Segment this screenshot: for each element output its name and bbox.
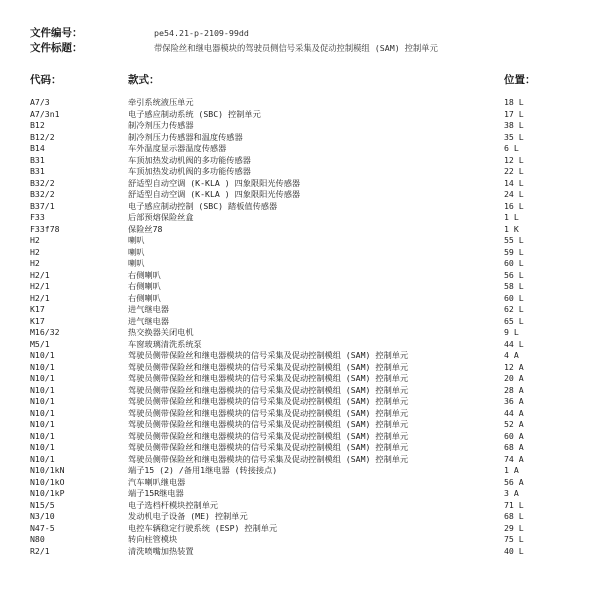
row-position: 1 L [504, 212, 519, 222]
row-position: 62 L [504, 304, 524, 314]
doc-number-row [30, 25, 438, 40]
table-row [30, 339, 575, 351]
row-code: M5/1 [30, 338, 50, 349]
row-position: 44 L [504, 338, 524, 349]
table-row [30, 454, 575, 466]
row-position: 35 L [504, 131, 524, 142]
row-position: 1 K [504, 223, 519, 234]
row-position: 12 A [504, 361, 524, 372]
row-position: 68 L [504, 511, 524, 521]
row-position: 3 A [504, 488, 519, 498]
row-code: N10/1 [30, 407, 55, 418]
table-row [30, 143, 575, 155]
row-code: N80 [30, 534, 45, 544]
row-code: B14 [30, 143, 45, 153]
doc-number-value: pe54.21-p-2109-99dd [154, 27, 249, 38]
table-row [30, 385, 575, 397]
row-description: 电子感应制动控制 (SBC) 踏板值传感器 [128, 200, 278, 211]
row-description: 喇叭 [128, 235, 145, 245]
row-description: 制冷剂压力传感器 [128, 120, 194, 130]
row-description: 右侧喇叭 [128, 269, 161, 280]
row-position: 12 L [504, 154, 524, 165]
row-position: 60 A [504, 430, 524, 441]
row-description: 驾驶员侧带保险丝和继电器模块的信号采集及促动控制模组 (SAM) 控制单元 [128, 419, 409, 429]
row-code: N10/1kO [30, 476, 65, 487]
row-position: 18 L [504, 97, 524, 107]
document-meta [30, 25, 438, 55]
table-row [30, 224, 575, 236]
row-position: 55 L [504, 235, 524, 245]
row-description: 车窗玻璃清洗系统泵 [128, 338, 202, 349]
row-code: A7/3n1 [30, 108, 60, 119]
doc-title-label: 文件标题： [30, 42, 83, 54]
row-position: 40 L [504, 545, 524, 556]
table-row [30, 523, 575, 535]
row-description: 电子选档杆模块控制单元 [128, 499, 219, 510]
row-description: 驾驶员侧带保险丝和继电器模块的信号采集及促动控制模组 (SAM) 控制单元 [128, 373, 409, 383]
doc-title-value: 带保险丝和继电器模块的驾驶员侧信号采集及促动控制模组 (SAM) 控制单元 [154, 42, 438, 53]
row-code: N10/1 [30, 419, 55, 429]
table-row [30, 304, 575, 316]
row-position: 29 L [504, 522, 524, 533]
component-table [30, 97, 575, 557]
doc-number-label: 文件编号： [30, 27, 83, 39]
row-code: F33f78 [30, 223, 60, 234]
row-code: N10/1 [30, 350, 55, 360]
row-description: 热交换器关闭电机 [128, 327, 194, 337]
row-description: 转向柱管模块 [128, 534, 178, 544]
row-code: K17 [30, 315, 45, 326]
row-description: 驾驶员侧带保险丝和继电器模块的信号采集及促动控制模组 (SAM) 控制单元 [128, 430, 409, 441]
table-row [30, 201, 575, 213]
table-header [30, 72, 570, 87]
row-position: 68 A [504, 442, 524, 452]
row-code: B32/2 [30, 177, 55, 188]
row-code: K17 [30, 304, 45, 314]
row-position: 20 A [504, 373, 524, 383]
row-code: B31 [30, 154, 45, 165]
table-row [30, 396, 575, 408]
column-header-code: 代码： [30, 74, 62, 86]
table-row [30, 109, 575, 121]
table-row [30, 316, 575, 328]
table-row [30, 120, 575, 132]
row-position: 17 L [504, 108, 524, 119]
row-description: 喇叭 [128, 246, 145, 257]
row-position: 56 A [504, 476, 524, 487]
row-position: 16 L [504, 200, 524, 211]
row-code: H2 [30, 235, 40, 245]
table-row [30, 442, 575, 454]
row-position: 4 A [504, 350, 519, 360]
column-header-position: 位置： [504, 74, 536, 86]
row-code: N3/10 [30, 511, 55, 521]
row-position: 65 L [504, 315, 524, 326]
table-row [30, 258, 575, 270]
row-code: B12/2 [30, 131, 55, 142]
row-position: 59 L [504, 246, 524, 257]
row-code: A7/3 [30, 97, 50, 107]
table-row [30, 97, 575, 109]
row-description: 电控车辆稳定行驶系统 (ESP) 控制单元 [128, 522, 278, 533]
row-description: 制冷剂压力传感器和温度传感器 [128, 131, 243, 142]
row-description: 舒适型自动空调 (K-KLA ) 四象限阳光传感器 [128, 189, 301, 199]
table-row [30, 132, 575, 144]
table-row [30, 477, 575, 489]
row-description: 发动机电子设备 (ME) 控制单元 [128, 511, 248, 521]
row-code: N10/1 [30, 396, 55, 406]
row-description: 汽车喇叭继电器 [128, 476, 186, 487]
row-description: 车顶加热发动机阀的多功能传感器 [128, 154, 251, 165]
row-position: 58 L [504, 281, 524, 291]
row-code: B31 [30, 166, 45, 176]
row-description: 驾驶员侧带保险丝和继电器模块的信号采集及促动控制模组 (SAM) 控制单元 [128, 442, 409, 452]
row-code: F33 [30, 212, 45, 222]
row-description: 舒适型自动空调 (K-KLA ) 四象限阳光传感器 [128, 177, 301, 188]
row-description: 驾驶员侧带保险丝和继电器模块的信号采集及促动控制模组 (SAM) 控制单元 [128, 453, 409, 464]
table-row [30, 235, 575, 247]
table-row [30, 431, 575, 443]
table-row [30, 362, 575, 374]
row-code: N15/5 [30, 499, 55, 510]
row-description: 清洗喷嘴加热装置 [128, 545, 194, 556]
row-description: 电子感应制动系统 (SBC) 控制单元 [128, 108, 261, 119]
row-code: N10/1 [30, 442, 55, 452]
row-description: 进气继电器 [128, 315, 169, 326]
row-description: 进气继电器 [128, 304, 169, 314]
row-code: B37/1 [30, 200, 55, 211]
row-description: 车外温度显示器温度传感器 [128, 143, 227, 153]
row-description: 右侧喇叭 [128, 292, 161, 303]
row-code: H2 [30, 258, 40, 268]
table-row [30, 465, 575, 477]
row-position: 9 L [504, 327, 519, 337]
row-code: N10/1 [30, 384, 55, 395]
row-position: 36 A [504, 396, 524, 406]
row-position: 6 L [504, 143, 519, 153]
table-row [30, 327, 575, 339]
row-description: 喇叭 [128, 258, 145, 268]
column-header-description: 款式： [128, 74, 160, 86]
row-position: 60 L [504, 258, 524, 268]
table-row [30, 373, 575, 385]
table-row [30, 488, 575, 500]
row-description: 后部预熔保险丝盒 [128, 212, 194, 222]
table-row [30, 500, 575, 512]
table-row [30, 293, 575, 305]
table-row [30, 189, 575, 201]
row-position: 22 L [504, 166, 524, 176]
row-description: 驾驶员侧带保险丝和继电器模块的信号采集及促动控制模组 (SAM) 控制单元 [128, 407, 409, 418]
table-row [30, 247, 575, 259]
row-code: H2/1 [30, 269, 50, 280]
row-position: 74 A [504, 453, 524, 464]
table-row [30, 350, 575, 362]
row-code: H2 [30, 246, 40, 257]
row-description: 端子15R继电器 [128, 488, 184, 498]
row-description: 驾驶员侧带保险丝和继电器模块的信号采集及促动控制模组 (SAM) 控制单元 [128, 361, 409, 372]
table-row [30, 419, 575, 431]
row-description: 驾驶员侧带保险丝和继电器模块的信号采集及促动控制模组 (SAM) 控制单元 [128, 396, 409, 406]
row-code: H2/1 [30, 292, 50, 303]
row-position: 60 L [504, 292, 524, 303]
row-description: 右侧喇叭 [128, 281, 161, 291]
row-position: 24 L [504, 189, 524, 199]
row-position: 71 L [504, 499, 524, 510]
row-code: N10/1kN [30, 465, 65, 475]
table-row [30, 155, 575, 167]
row-description: 端子15 (2) /备用1继电器 (转接接点) [128, 465, 278, 475]
table-row [30, 511, 575, 523]
row-position: 38 L [504, 120, 524, 130]
row-description: 牵引系统液压单元 [128, 97, 194, 107]
table-row [30, 212, 575, 224]
table-row [30, 281, 575, 293]
table-row [30, 270, 575, 282]
row-position: 28 A [504, 384, 524, 395]
row-description: 车顶加热发动机阀的多功能传感器 [128, 166, 251, 176]
row-code: N10/1 [30, 373, 55, 383]
row-code: B12 [30, 120, 45, 130]
row-code: N10/1 [30, 430, 55, 441]
row-code: R2/1 [30, 545, 50, 556]
row-position: 75 L [504, 534, 524, 544]
row-position: 56 L [504, 269, 524, 280]
doc-title-row [30, 40, 438, 55]
table-row [30, 546, 575, 558]
row-position: 44 A [504, 407, 524, 418]
row-code: N10/1kP [30, 488, 65, 498]
row-code: N10/1 [30, 453, 55, 464]
row-code: N10/1 [30, 361, 55, 372]
row-code: N47-5 [30, 522, 55, 533]
row-description: 驾驶员侧带保险丝和继电器模块的信号采集及促动控制模组 (SAM) 控制单元 [128, 350, 409, 360]
row-position: 14 L [504, 177, 524, 188]
row-position: 1 A [504, 465, 519, 475]
row-description: 驾驶员侧带保险丝和继电器模块的信号采集及促动控制模组 (SAM) 控制单元 [128, 384, 409, 395]
row-position: 52 A [504, 419, 524, 429]
table-row [30, 178, 575, 190]
table-row [30, 408, 575, 420]
table-row [30, 534, 575, 546]
row-code: H2/1 [30, 281, 50, 291]
table-row [30, 166, 575, 178]
row-code: M16/32 [30, 327, 60, 337]
row-code: B32/2 [30, 189, 55, 199]
row-description: 保险丝78 [128, 223, 163, 234]
